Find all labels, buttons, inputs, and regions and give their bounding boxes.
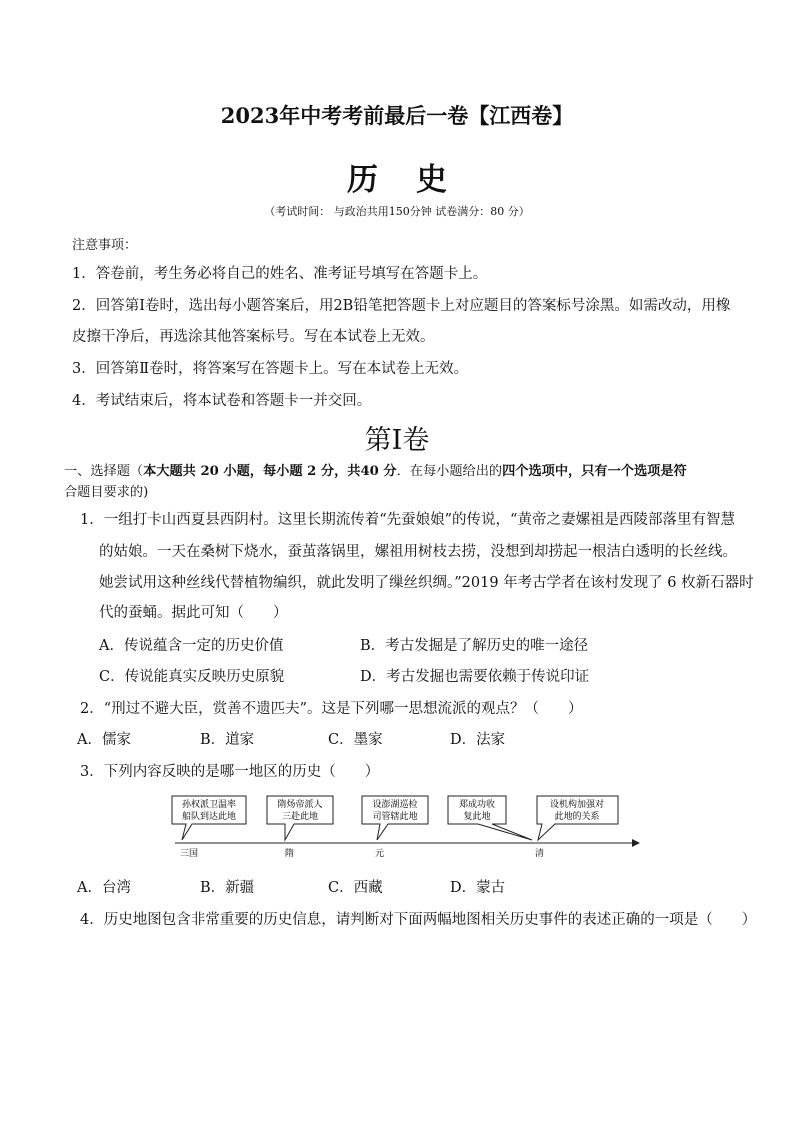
q3-option-a: A．台湾 xyxy=(77,880,131,896)
q1-option-a: A．传说蕴含一定的历史价值 xyxy=(99,638,284,654)
era-label: 清 xyxy=(535,849,545,859)
notice-item: 4．考试结束后，将本试卷和答题卡一并交回。 xyxy=(72,393,372,409)
notice-item: 1．答卷前，考生务必将自己的姓名、准考证号填写在答题卡上。 xyxy=(72,266,488,282)
callout-text: 船队到达此地 xyxy=(181,812,237,822)
q1-stem: 她尝试用这种丝线代替植物编织，就此发明了缫丝织绸。”2019 年考古学者在该村发现了 6 枚新石器时 xyxy=(99,575,754,591)
callout-text: 孙权派卫温率 xyxy=(181,800,237,810)
q3-option-b: B．新疆 xyxy=(200,880,255,896)
subject-title: 历史 xyxy=(347,162,485,198)
timeline-callout xyxy=(362,796,428,840)
q1-stem: 代的蚕蛹。据此可知（ ） xyxy=(99,605,288,621)
q3-option-d: D．蒙古 xyxy=(450,880,506,896)
exam-info: （考试时间： 与政治共用150分钟 试卷满分：80 分） xyxy=(264,205,530,218)
notice-heading: 注意事项： xyxy=(72,238,138,253)
callout-text: 郑成功收 xyxy=(458,800,496,810)
q1-option-d: D．考古发掘也需要依赖于传说印证 xyxy=(360,669,590,685)
callout-text: 三赴此地 xyxy=(281,812,319,822)
q1-stem: 的姑娘。一天在桑树下烧水，蚕茧落锅里，嫘祖用树枝去捞，没想到却捞起一根洁白透明的长丝线。 xyxy=(99,544,737,560)
q4-stem: 4．历史地图包含非常重要的历史信息，请判断对下面两幅地图相关历史事件的表述正确的一项是（ ） xyxy=(80,912,757,928)
volume-title: 第Ⅰ卷 xyxy=(364,425,430,456)
timeline-callout xyxy=(448,796,532,840)
q1-option-b: B．考古发掘是了解历史的唯一途径 xyxy=(360,638,589,654)
q3-timeline xyxy=(170,790,640,860)
notice-item: 2．回答第Ⅰ卷时，选出每小题答案后，用2B铅笔把答题卡上对应题目的答案标号涂黑。如需改动，用橡 xyxy=(72,298,731,314)
q1-option-c: C．传说能真实反映历史原貌 xyxy=(99,669,285,685)
callout-text: 复此地 xyxy=(463,812,491,822)
arrow-head-icon xyxy=(632,839,640,847)
era-label: 三国 xyxy=(180,849,199,859)
callout-text: 设澎湖巡检 xyxy=(372,800,418,810)
era-label: 隋 xyxy=(285,849,295,859)
timeline-callout xyxy=(172,796,246,840)
notice-item: 皮擦干净后，再选涂其他答案标号。写在本试卷上无效。 xyxy=(72,329,435,345)
era-label: 元 xyxy=(375,849,385,859)
q2-stem: 2．“刑过不避大臣，赏善不遗匹夫”。这是下列哪一思想流派的观点？（ ） xyxy=(80,701,583,717)
exam-title: 2023年中考考前最后一卷【江西卷】 xyxy=(220,103,574,128)
timeline-callout xyxy=(537,796,618,840)
q2-option-b: B．道家 xyxy=(200,732,255,748)
callout-text: 此地的关系 xyxy=(554,812,600,822)
callout-text: 司管辖此地 xyxy=(372,812,418,822)
section-heading: 一、选择题（本大题共 20 小题，每小题 2 分，共40 分．在每小题给出的四个选项中，只有一个选项是符 xyxy=(64,464,687,479)
timeline-callout xyxy=(267,796,333,840)
q3-stem: 3．下列内容反映的是哪一地区的历史（ ） xyxy=(80,764,380,780)
q2-option-d: D．法家 xyxy=(450,732,506,748)
section-heading-cont: 合题目要求的) xyxy=(64,485,149,500)
q2-option-c: C．墨家 xyxy=(328,732,383,748)
q3-option-c: C．西藏 xyxy=(328,880,383,896)
callout-text: 隋炀帝派人 xyxy=(277,800,323,810)
callout-text: 设机构加强对 xyxy=(549,800,605,810)
q1-stem: 1．一组打卡山西夏县西阴村。这里长期流传着“先蚕娘娘”的传说，“黄帝之妻嫘祖是西陵部落里有智慧 xyxy=(80,512,735,528)
q2-option-a: A．儒家 xyxy=(77,732,131,748)
notice-item: 3．回答第Ⅱ卷时，将答案写在答题卡上。写在本试卷上无效。 xyxy=(72,361,469,377)
